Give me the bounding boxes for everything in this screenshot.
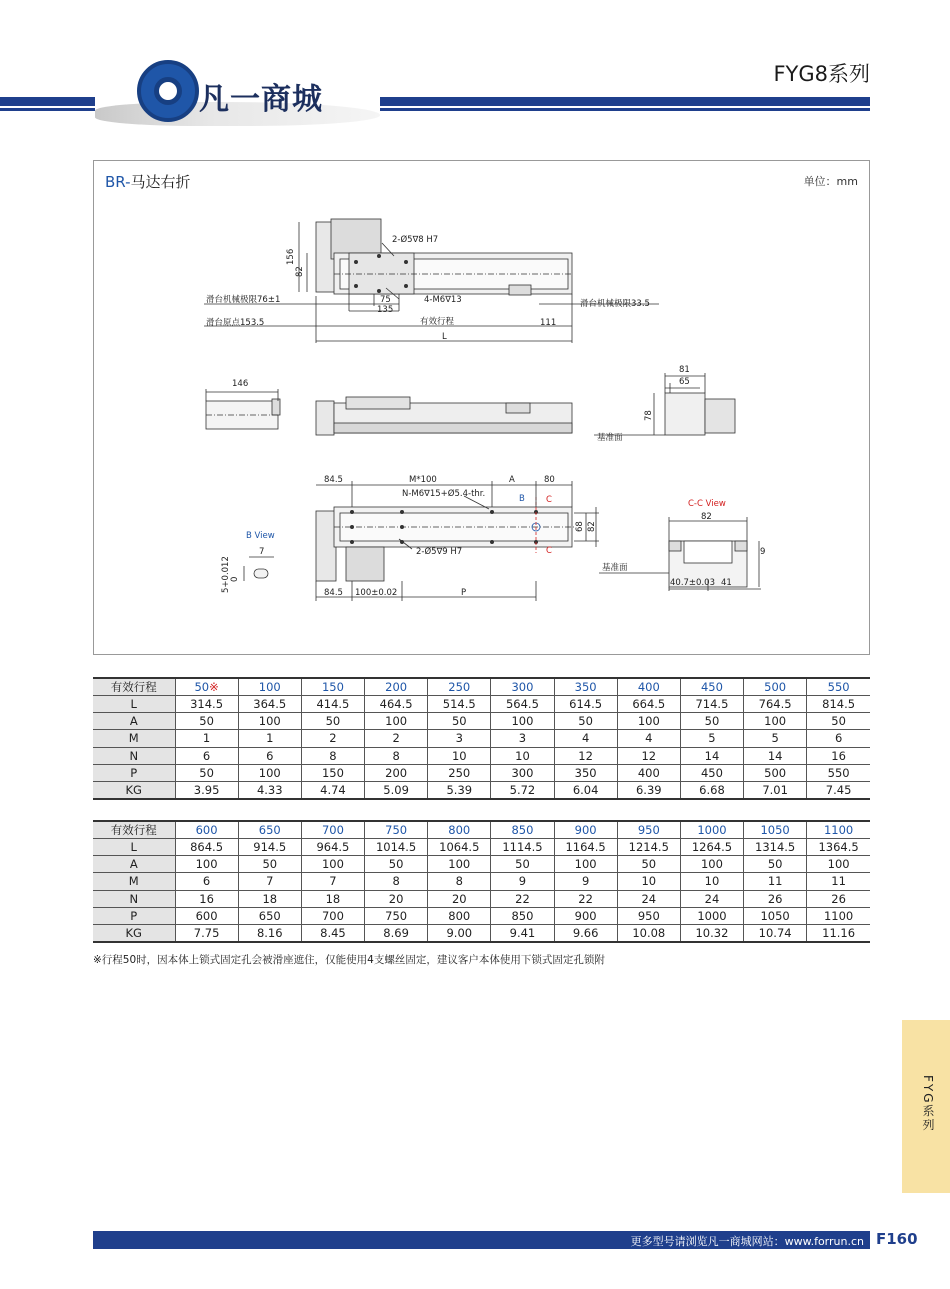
table-cell: 200 — [365, 764, 428, 781]
table-cell: 4 — [617, 730, 680, 747]
table-cell: 7 — [238, 873, 301, 890]
dim-80: 80 — [544, 475, 555, 485]
table-cell: 6.39 — [617, 781, 680, 798]
table-row — [93, 907, 870, 924]
table-cell: 9.00 — [428, 924, 491, 941]
table-cell: 914.5 — [238, 839, 301, 856]
stroke-header-cell: 300 — [491, 678, 554, 696]
table-cell: 100 — [238, 713, 301, 730]
table-cell: 450 — [680, 764, 743, 781]
limit-left-label: 滑台机械极限76±1 — [206, 295, 281, 305]
table-cell: 22 — [554, 890, 617, 907]
table-cell: 814.5 — [807, 696, 870, 713]
table-cell: 12 — [554, 747, 617, 764]
dim-68: 68 — [575, 521, 585, 532]
dim-78: 78 — [644, 410, 654, 421]
table-cell: 9.66 — [554, 924, 617, 941]
dim-84-5-top: 84.5 — [324, 475, 343, 485]
table-cell: 100 — [175, 856, 238, 873]
table-cell: 4.33 — [238, 781, 301, 798]
table-row — [93, 696, 870, 713]
table-cell: 50 — [301, 713, 364, 730]
tap-callout-top: 4-M6∇13 — [424, 295, 462, 305]
table-cell: 7.01 — [744, 781, 807, 798]
stroke-label: 有效行程 — [420, 317, 455, 327]
table-cell: 1264.5 — [680, 839, 743, 856]
table-cell: 1100 — [807, 907, 870, 924]
table-row — [93, 747, 870, 764]
table-cell: 1064.5 — [428, 839, 491, 856]
dim-A: A — [509, 475, 515, 485]
table-cell: 50 — [554, 713, 617, 730]
table-cell: 1050 — [744, 907, 807, 924]
table-cell: 6.04 — [554, 781, 617, 798]
table-cell: 1164.5 — [554, 839, 617, 856]
footer-bar — [93, 1231, 870, 1249]
table-cell: 650 — [238, 907, 301, 924]
table-cell: 100 — [744, 713, 807, 730]
unit-label: 单位：mm — [803, 175, 858, 188]
row-header-cell: 有效行程 — [93, 678, 175, 696]
stroke-header-cell: 350 — [554, 678, 617, 696]
b-marker: B — [519, 494, 525, 504]
table-cell: 850 — [491, 907, 554, 924]
dim-82-cc: 82 — [701, 512, 712, 522]
table-cell: 100 — [428, 856, 491, 873]
table-cell: 250 — [428, 764, 491, 781]
header-rule-left — [0, 97, 95, 106]
stroke-header-cell: 150 — [301, 678, 364, 696]
dim-7: 7 — [259, 547, 265, 557]
technical-drawing — [94, 161, 871, 656]
table-cell: 600 — [175, 907, 238, 924]
side-view — [206, 373, 735, 435]
table-row — [93, 856, 870, 873]
table-cell: 614.5 — [554, 696, 617, 713]
table-cell: 14 — [680, 747, 743, 764]
table-cell: 864.5 — [175, 839, 238, 856]
table-cell: 18 — [238, 890, 301, 907]
table-cell: 150 — [301, 764, 364, 781]
table-cell: 7.75 — [175, 924, 238, 941]
table-cell: 664.5 — [617, 696, 680, 713]
stroke-header-cell: 1100 — [807, 821, 870, 839]
table-cell: 24 — [680, 890, 743, 907]
table-cell: 100 — [238, 764, 301, 781]
table-cell: 464.5 — [365, 696, 428, 713]
footnote-mark: ※ — [209, 680, 219, 694]
table-cell: 3 — [428, 730, 491, 747]
table-cell: 5.72 — [491, 781, 554, 798]
table-row — [93, 873, 870, 890]
table-cell: 4.74 — [301, 781, 364, 798]
table-cell: 1114.5 — [491, 839, 554, 856]
stroke-header-cell: 500 — [744, 678, 807, 696]
stroke-header-cell: 800 — [428, 821, 491, 839]
row-header-cell: L — [93, 696, 175, 713]
dim-156: 156 — [286, 248, 296, 265]
table-cell: 900 — [554, 907, 617, 924]
stroke-header-cell: 1050 — [744, 821, 807, 839]
table-cell: 414.5 — [301, 696, 364, 713]
dim-40-7: 40.7±0.03 — [670, 578, 715, 588]
c-marker-top: C — [546, 495, 552, 505]
table-cell: 4 — [554, 730, 617, 747]
table-cell: 26 — [807, 890, 870, 907]
table-cell: 50 — [617, 856, 680, 873]
table-cell: 11 — [807, 873, 870, 890]
table-cell: 1214.5 — [617, 839, 680, 856]
table-cell: 10.08 — [617, 924, 680, 941]
table-row — [93, 713, 870, 730]
brand-logo — [95, 56, 385, 136]
header-rule-right-thin — [380, 108, 870, 111]
row-header-cell: P — [93, 764, 175, 781]
table-cell: 8 — [301, 747, 364, 764]
row-header-cell: M — [93, 873, 175, 890]
dim-82-top: 82 — [295, 266, 305, 277]
drawing-title-main: 马达右折 — [130, 173, 191, 191]
table-cell: 1000 — [680, 907, 743, 924]
row-header-cell: A — [93, 713, 175, 730]
table-cell: 750 — [365, 907, 428, 924]
row-header-cell: N — [93, 747, 175, 764]
limit-right-label: 滑台机械极限33.5 — [580, 299, 650, 309]
row-header-cell: KG — [93, 781, 175, 798]
table-cell: 6 — [175, 873, 238, 890]
table-cell: 12 — [617, 747, 680, 764]
table-cell: 6 — [807, 730, 870, 747]
stroke-header-cell: 50※ — [175, 678, 238, 696]
table-cell: 5.09 — [365, 781, 428, 798]
table-cell: 1364.5 — [807, 839, 870, 856]
table-cell: 100 — [301, 856, 364, 873]
table-cell: 3.95 — [175, 781, 238, 798]
table-cell: 11 — [744, 873, 807, 890]
dim-84-5-bottom: 84.5 — [324, 588, 343, 598]
tap-callout-bottom: N-M6∇15+Ø5.4-thr. — [402, 489, 486, 499]
table-cell: 22 — [491, 890, 554, 907]
table-row — [93, 764, 870, 781]
header-rule-right — [380, 97, 870, 106]
table-cell: 50 — [365, 856, 428, 873]
table-cell: 10 — [617, 873, 680, 890]
table-cell: 500 — [744, 764, 807, 781]
stroke-header-cell: 600 — [175, 821, 238, 839]
table-cell: 20 — [428, 890, 491, 907]
table-cell: 9.41 — [491, 924, 554, 941]
table-cell: 314.5 — [175, 696, 238, 713]
table-cell: 8 — [365, 873, 428, 890]
stroke-header-cell: 900 — [554, 821, 617, 839]
dim-L: L — [442, 332, 447, 342]
dim-65: 65 — [679, 377, 690, 387]
tolerance-zero: 0 — [230, 576, 240, 582]
dim-m100: M*100 — [409, 475, 437, 485]
table-cell: 8.69 — [365, 924, 428, 941]
table-cell: 16 — [807, 747, 870, 764]
table-row — [93, 730, 870, 747]
row-header-cell: KG — [93, 924, 175, 941]
stroke-header-cell: 550 — [807, 678, 870, 696]
cc-view-label: C-C View — [688, 499, 726, 509]
table-cell: 5.39 — [428, 781, 491, 798]
dim-75: 75 — [380, 295, 391, 305]
dim-P: P — [461, 588, 467, 598]
stroke-header-cell: 950 — [617, 821, 680, 839]
c-marker-bottom: C — [546, 546, 552, 556]
table-cell: 950 — [617, 907, 680, 924]
table-cell: 100 — [491, 713, 554, 730]
series-title: FYG8系列 — [773, 62, 870, 86]
stroke-header-cell: 100 — [238, 678, 301, 696]
dim-82-bottom: 82 — [587, 521, 597, 532]
table-cell: 400 — [617, 764, 680, 781]
header-rule-left-thin — [0, 108, 95, 111]
table-cell: 8 — [365, 747, 428, 764]
row-header-cell: M — [93, 730, 175, 747]
table-cell: 550 — [807, 764, 870, 781]
table-cell: 9 — [491, 873, 554, 890]
table-cell: 10.74 — [744, 924, 807, 941]
stroke-header-cell: 850 — [491, 821, 554, 839]
table-cell: 50 — [744, 856, 807, 873]
row-header-cell: 有效行程 — [93, 821, 175, 839]
table-cell: 700 — [301, 907, 364, 924]
table-cell: 364.5 — [238, 696, 301, 713]
table-cell: 6.68 — [680, 781, 743, 798]
stroke-header-cell: 400 — [617, 678, 680, 696]
table-cell: 714.5 — [680, 696, 743, 713]
hole-callout-top: 2-Ø5∇8 H7 — [392, 235, 439, 245]
table-cell: 50 — [428, 713, 491, 730]
datum-label-1: 基准面 — [597, 433, 623, 443]
table-cell: 10.32 — [680, 924, 743, 941]
table-cell: 300 — [491, 764, 554, 781]
table-cell: 10 — [491, 747, 554, 764]
stroke-header-cell: 1000 — [680, 821, 743, 839]
table-cell: 350 — [554, 764, 617, 781]
table-cell: 2 — [301, 730, 364, 747]
stroke-header-cell: 650 — [238, 821, 301, 839]
table-cell: 11.16 — [807, 924, 870, 941]
table-cell: 964.5 — [301, 839, 364, 856]
dim-9: 9 — [760, 547, 766, 557]
table-cell: 1 — [175, 730, 238, 747]
stroke-header-cell: 700 — [301, 821, 364, 839]
stroke-header-cell: 200 — [365, 678, 428, 696]
table-row — [93, 890, 870, 907]
bearing-logo-icon — [137, 60, 199, 122]
table-cell: 100 — [680, 856, 743, 873]
section-side-tab — [902, 1020, 950, 1193]
table-row — [93, 781, 870, 798]
table-cell: 7.45 — [807, 781, 870, 798]
table-cell: 6 — [175, 747, 238, 764]
spec-table-2 — [93, 820, 870, 943]
table-cell: 1314.5 — [744, 839, 807, 856]
logo-text: 凡一商城 — [199, 82, 323, 117]
table-row — [93, 924, 870, 941]
dim-146: 146 — [232, 379, 249, 389]
table-cell: 7 — [301, 873, 364, 890]
dim-81: 81 — [679, 365, 690, 375]
table-cell: 16 — [175, 890, 238, 907]
table-cell: 3 — [491, 730, 554, 747]
table-cell: 50 — [175, 764, 238, 781]
row-header-cell: A — [93, 856, 175, 873]
table-cell: 5 — [744, 730, 807, 747]
table-cell: 6 — [238, 747, 301, 764]
stroke-header-cell: 450 — [680, 678, 743, 696]
table-cell: 50 — [680, 713, 743, 730]
table-cell: 764.5 — [744, 696, 807, 713]
page-header — [0, 0, 950, 140]
table-cell: 2 — [365, 730, 428, 747]
row-header-cell: P — [93, 907, 175, 924]
dim-41: 41 — [721, 578, 732, 588]
dimension-drawing-panel — [93, 160, 870, 655]
table-cell: 1014.5 — [365, 839, 428, 856]
table-cell: 18 — [301, 890, 364, 907]
table-cell: 20 — [365, 890, 428, 907]
stroke-header-cell: 750 — [365, 821, 428, 839]
table-cell: 8.45 — [301, 924, 364, 941]
dim-111: 111 — [540, 318, 557, 328]
table-cell: 100 — [365, 713, 428, 730]
table-cell: 24 — [617, 890, 680, 907]
drawing-title-prefix: BR- — [105, 173, 131, 191]
page-number: F160 — [876, 1230, 918, 1248]
table-cell: 50 — [491, 856, 554, 873]
table-cell: 100 — [554, 856, 617, 873]
table-cell: 10 — [680, 873, 743, 890]
row-header-cell: L — [93, 839, 175, 856]
table-cell: 514.5 — [428, 696, 491, 713]
footer-text: 更多型号请浏览凡一商城网站：www.forrun.cn — [630, 1235, 864, 1248]
dim-135: 135 — [377, 305, 394, 315]
table-cell: 8 — [428, 873, 491, 890]
table-header-row — [93, 678, 870, 696]
table-cell: 50 — [175, 713, 238, 730]
row-header-cell: N — [93, 890, 175, 907]
table-cell: 5 — [680, 730, 743, 747]
footnote: ※行程50时，因本体上锁式固定孔会被滑座遮住，仅能使用4支螺丝固定，建议客户本体使用下锁式固定孔锁附 — [93, 954, 605, 966]
table-cell: 100 — [617, 713, 680, 730]
table-cell: 100 — [807, 856, 870, 873]
table-cell: 14 — [744, 747, 807, 764]
table-cell: 8.16 — [238, 924, 301, 941]
origin-label: 滑台原点153.5 — [206, 318, 265, 328]
table-cell: 50 — [807, 713, 870, 730]
spec-table-1 — [93, 677, 870, 800]
side-tab-label: FYG系列 — [921, 1075, 935, 1133]
table-cell: 10 — [428, 747, 491, 764]
table-row — [93, 839, 870, 856]
dim-100: 100±0.02 — [355, 588, 398, 598]
b-view-label: B View — [246, 531, 275, 541]
table-cell: 50 — [238, 856, 301, 873]
table-header-row — [93, 821, 870, 839]
table-cell: 9 — [554, 873, 617, 890]
table-cell: 1 — [238, 730, 301, 747]
table-cell: 564.5 — [491, 696, 554, 713]
datum-label-2: 基准面 — [602, 563, 628, 573]
table-cell: 800 — [428, 907, 491, 924]
table-cell: 26 — [744, 890, 807, 907]
stroke-header-cell: 250 — [428, 678, 491, 696]
hole-callout-bottom: 2-Ø5∇9 H7 — [416, 547, 463, 557]
tolerance-label: 5+0.012 — [221, 556, 231, 593]
